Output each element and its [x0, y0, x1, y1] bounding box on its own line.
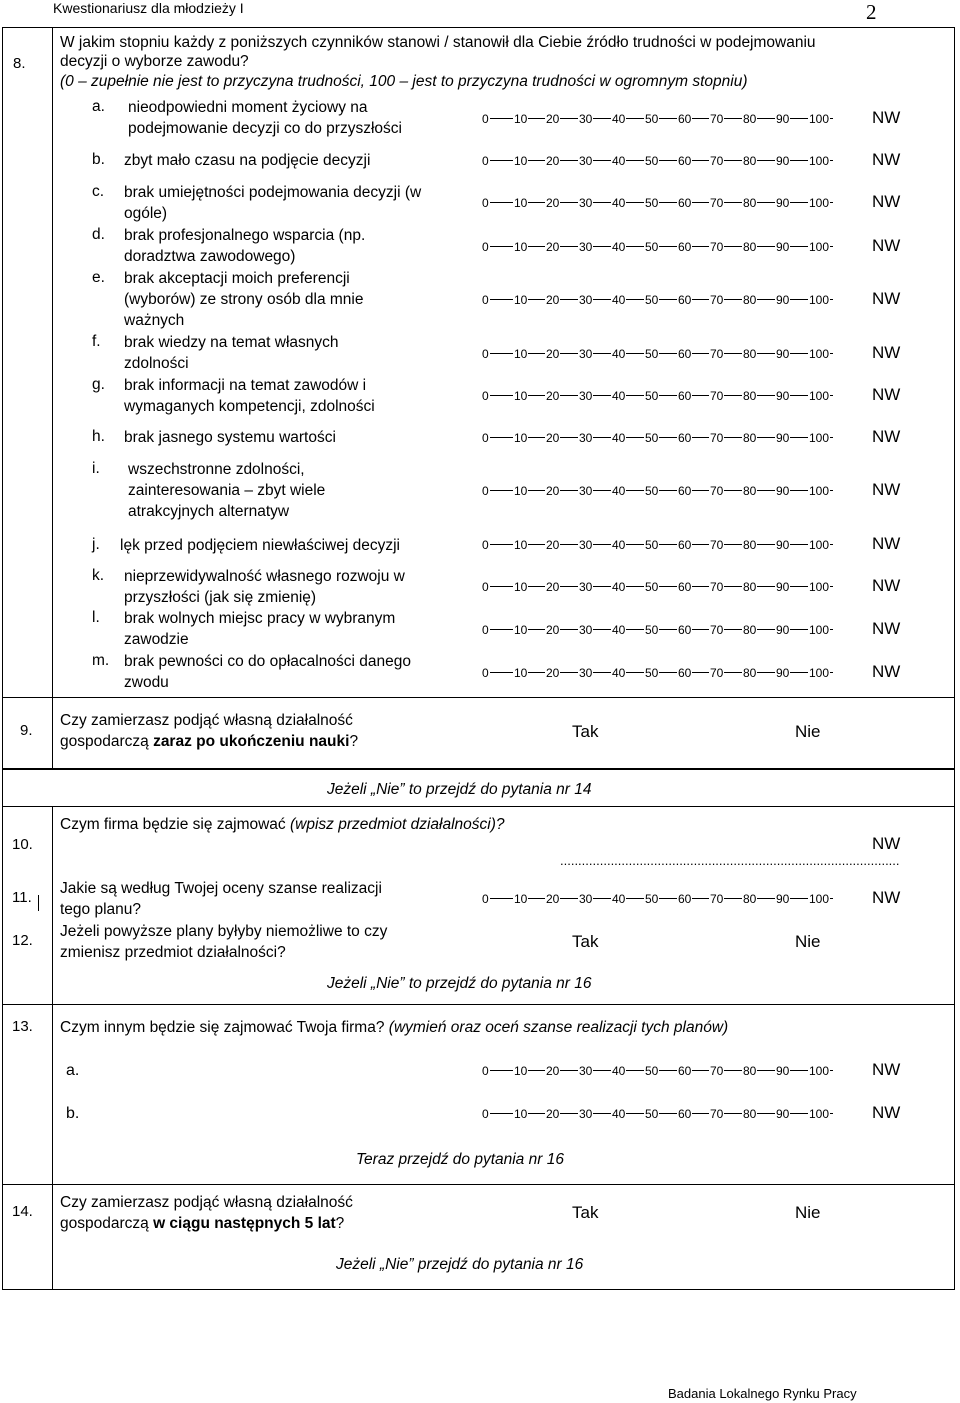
item-text: nieodpowiedni moment życiowy na podejmowanie decyzji co do przyszłości [128, 99, 402, 137]
item-letter: l. [92, 609, 100, 626]
scale-tick[interactable]: 70 [710, 196, 724, 210]
nw-option[interactable]: NW [872, 619, 901, 638]
scale-tick[interactable]: 10 [514, 666, 528, 680]
item-letter: i. [92, 460, 100, 477]
scale-tick[interactable]: 90 [776, 623, 790, 637]
scale-tick[interactable]: 40 [612, 389, 626, 403]
scale-tick[interactable]: 80 [743, 347, 757, 361]
nw-option[interactable]: NW [872, 427, 901, 446]
scale-tick[interactable]: 70 [710, 154, 724, 168]
scale-tick[interactable]: 70 [710, 1064, 724, 1078]
scale-tick[interactable]: 100 [809, 154, 830, 168]
scale-tick[interactable]: 0 [482, 240, 489, 254]
scale-tick[interactable]: 90 [776, 538, 790, 552]
nw-option[interactable]: NW [872, 236, 901, 255]
answer-line[interactable]: .............................................................................................. [560, 853, 900, 868]
rating-scale[interactable] [481, 538, 841, 552]
scale-tick[interactable]: 100 [809, 484, 830, 498]
scale-tick[interactable]: 60 [678, 347, 692, 361]
scale-tick[interactable]: 20 [546, 154, 560, 168]
rating-scale[interactable] [481, 347, 841, 361]
rating-scale[interactable] [481, 580, 841, 594]
scale-tick[interactable]: 100 [809, 666, 830, 680]
item-letter: f. [92, 333, 101, 350]
item-letter: d. [92, 226, 105, 243]
scale-tick[interactable]: 0 [482, 196, 489, 210]
scale-tick[interactable]: 90 [776, 293, 790, 307]
scale-tick[interactable]: 50 [645, 431, 659, 445]
scale-tick[interactable]: 80 [743, 1064, 757, 1078]
option-tak[interactable]: Tak [572, 722, 599, 741]
scale-tick[interactable]: 90 [776, 112, 790, 126]
item-text: brak wiedzy na temat własnych zdolności [124, 334, 339, 372]
scale-tick[interactable]: 20 [546, 892, 560, 906]
scale-tick[interactable]: 60 [678, 484, 692, 498]
scale-tick[interactable]: 10 [514, 1064, 528, 1078]
scale-tick[interactable]: 70 [710, 389, 724, 403]
nw-option[interactable]: NW [872, 108, 901, 127]
rating-scale[interactable] [481, 240, 841, 254]
scale-tick[interactable]: 100 [809, 623, 830, 637]
question-number-10: 10. [12, 836, 33, 853]
nw-option[interactable]: NW [872, 150, 901, 169]
scale-tick[interactable]: 30 [579, 623, 593, 637]
scale-tick[interactable]: 60 [678, 112, 692, 126]
scale-tick[interactable]: 60 [678, 1064, 692, 1078]
scale-tick[interactable]: 40 [612, 112, 626, 126]
scale-tick[interactable]: 40 [612, 484, 626, 498]
scale-tick[interactable]: 30 [579, 431, 593, 445]
question-number-8: 8. [13, 55, 26, 72]
scale-tick[interactable]: 0 [482, 1107, 489, 1121]
scale-tick[interactable]: 100 [809, 538, 830, 552]
rating-scale[interactable] [481, 484, 841, 498]
nw-option[interactable]: NW [872, 289, 901, 308]
scale-tick[interactable]: 80 [743, 623, 757, 637]
skip-note: Jeżeli „Nie” to przejdź do pytania nr 16 [327, 975, 592, 992]
scale-tick[interactable]: 20 [546, 580, 560, 594]
scale-tick[interactable]: 10 [514, 538, 528, 552]
scale-tick[interactable]: 20 [546, 347, 560, 361]
rating-scale[interactable] [481, 293, 841, 307]
scale-tick[interactable]: 80 [743, 293, 757, 307]
scale-tick[interactable]: 10 [514, 196, 528, 210]
q9-text-line1: Czy zamierzasz podjąć własną działalność [60, 712, 353, 729]
scale-tick[interactable]: 0 [482, 112, 489, 126]
scale-tick[interactable]: 20 [546, 1064, 560, 1078]
q11-text-line1: Jakie są według Twojej oceny szanse realizacji [60, 880, 382, 897]
q9-text-line2: gospodarczą zaraz po ukończeniu nauki? [60, 733, 359, 750]
scale-tick[interactable]: 50 [645, 196, 659, 210]
scale-tick[interactable]: 0 [482, 293, 489, 307]
q13-text: Czym innym będzie się zajmować Twoja firma? (wymień oraz oceń szanse realizacji tych planów) [60, 1019, 729, 1036]
scale-tick[interactable]: 40 [612, 538, 626, 552]
rating-scale[interactable] [481, 389, 841, 403]
scale-tick[interactable]: 60 [678, 431, 692, 445]
scale-tick[interactable]: 90 [776, 1107, 790, 1121]
scale-tick[interactable]: 50 [645, 154, 659, 168]
scale-tick[interactable]: 70 [710, 431, 724, 445]
scale-tick[interactable]: 60 [678, 1107, 692, 1121]
scale-tick[interactable]: 70 [710, 484, 724, 498]
q8-text-line1: W jakim stopniu każdy z poniższych czynników stanowi / stanowił dla Ciebie źródło trudności w podejmowaniu [60, 34, 816, 51]
scale-tick[interactable]: 90 [776, 484, 790, 498]
header-title: Kwestionariusz dla młodzieży I [53, 0, 244, 16]
scale-tick[interactable]: 70 [710, 892, 724, 906]
scale-tick[interactable]: 80 [743, 154, 757, 168]
scale-tick[interactable]: 100 [809, 389, 830, 403]
scale-tick[interactable]: 70 [710, 1107, 724, 1121]
option-tak[interactable]: Tak [572, 1203, 599, 1222]
rating-scale[interactable] [481, 1107, 841, 1121]
page-number: 2 [866, 0, 877, 24]
scale-tick[interactable]: 80 [743, 240, 757, 254]
scale-tick[interactable]: 40 [612, 1107, 626, 1121]
option-nie[interactable]: Nie [795, 1203, 821, 1222]
scale-tick[interactable]: 80 [743, 538, 757, 552]
scale-tick[interactable]: 50 [645, 666, 659, 680]
scale-tick[interactable]: 50 [645, 389, 659, 403]
item-text: brak profesjonalnego wsparcia (np. doradztwa zawodowego) [124, 227, 366, 265]
scale-tick[interactable]: 10 [514, 347, 528, 361]
nw-option[interactable]: NW [872, 576, 901, 595]
item-letter: j. [92, 536, 100, 553]
question-number-9: 9. [20, 722, 33, 739]
scale-tick[interactable]: 70 [710, 666, 724, 680]
scale-tick[interactable]: 10 [514, 240, 528, 254]
scale-tick[interactable]: 30 [579, 580, 593, 594]
rating-scale[interactable] [481, 666, 841, 680]
nw-option[interactable]: NW [872, 1103, 901, 1122]
scale-tick[interactable]: 90 [776, 666, 790, 680]
skip-note: Jeżeli „Nie” przejdź do pytania nr 16 [336, 1256, 584, 1273]
q14-text-line2: gospodarczą w ciągu następnych 5 lat? [60, 1215, 345, 1232]
scale-tick[interactable]: 90 [776, 1064, 790, 1078]
scale-tick[interactable]: 90 [776, 389, 790, 403]
scale-tick[interactable]: 60 [678, 196, 692, 210]
scale-tick[interactable]: 100 [809, 347, 830, 361]
scale-tick[interactable]: 0 [482, 347, 489, 361]
nw-option[interactable]: NW [872, 1060, 901, 1079]
scale-tick[interactable]: 90 [776, 431, 790, 445]
item-text: brak jasnego systemu wartości [124, 429, 336, 446]
rating-scale[interactable] [481, 154, 841, 168]
scale-tick[interactable]: 90 [776, 240, 790, 254]
scale-tick[interactable]: 20 [546, 484, 560, 498]
scale-tick[interactable]: 80 [743, 389, 757, 403]
scale-tick[interactable]: 10 [514, 484, 528, 498]
scale-tick[interactable]: 70 [710, 293, 724, 307]
scale-tick[interactable]: 0 [482, 892, 489, 906]
scale-tick[interactable]: 50 [645, 580, 659, 594]
scale-tick[interactable]: 30 [579, 666, 593, 680]
q10-text: Czym firma będzie się zajmować (wpisz przedmiot działalności)? [60, 816, 505, 833]
scale-tick[interactable]: 40 [612, 293, 626, 307]
scale-tick[interactable]: 20 [546, 389, 560, 403]
q12-text-line2: zmienisz przedmiot działalności? [60, 944, 286, 961]
scale-tick[interactable]: 50 [645, 1064, 659, 1078]
scale-tick[interactable]: 100 [809, 1064, 830, 1078]
nw-option[interactable]: NW [872, 192, 901, 211]
question-number-12: 12. [12, 932, 33, 949]
scale-tick[interactable]: 60 [678, 623, 692, 637]
scale-tick[interactable]: 80 [743, 196, 757, 210]
scale-tick[interactable]: 30 [579, 112, 593, 126]
scale-tick[interactable]: 30 [579, 347, 593, 361]
q8-text-line2: decyzji o wyborze zawodu? [60, 53, 249, 70]
scale-tick[interactable]: 0 [482, 538, 489, 552]
scale-tick[interactable]: 30 [579, 196, 593, 210]
scale-tick[interactable]: 70 [710, 112, 724, 126]
option-tak[interactable]: Tak [572, 932, 599, 951]
q13-option-b: b. [66, 1105, 80, 1122]
scale-tick[interactable]: 100 [809, 892, 830, 906]
item-text: brak wolnych miejsc pracy w wybranym zawodzie [124, 610, 396, 648]
scale-tick[interactable]: 50 [645, 538, 659, 552]
scale-tick[interactable]: 50 [645, 112, 659, 126]
scale-tick[interactable]: 20 [546, 240, 560, 254]
scale-tick[interactable]: 10 [514, 293, 528, 307]
scale-tick[interactable]: 70 [710, 623, 724, 637]
q11-text-line2: tego planu? [60, 901, 142, 918]
scale-tick[interactable]: 0 [482, 484, 489, 498]
scale-tick[interactable]: 50 [645, 892, 659, 906]
scale-tick[interactable]: 100 [809, 293, 830, 307]
scale-tick[interactable]: 60 [678, 538, 692, 552]
option-nie[interactable]: Nie [795, 722, 821, 741]
scale-tick[interactable]: 100 [809, 112, 830, 126]
footer-text: Badania Lokalnego Rynku Pracy [668, 1386, 857, 1401]
scale-tick[interactable]: 80 [743, 112, 757, 126]
scale-tick[interactable]: 40 [612, 431, 626, 445]
scale-tick[interactable]: 100 [809, 1107, 830, 1121]
scale-tick[interactable]: 30 [579, 1064, 593, 1078]
nw-option[interactable]: NW [872, 834, 901, 853]
item-letter: h. [92, 428, 105, 445]
scale-tick[interactable]: 50 [645, 347, 659, 361]
scale-tick[interactable]: 40 [612, 580, 626, 594]
scale-tick[interactable]: 70 [710, 347, 724, 361]
scale-tick[interactable]: 100 [809, 580, 830, 594]
scale-tick[interactable]: 100 [809, 240, 830, 254]
nw-option[interactable]: NW [872, 480, 901, 499]
scale-tick[interactable]: 60 [678, 293, 692, 307]
scale-tick[interactable]: 90 [776, 892, 790, 906]
scale-tick[interactable]: 30 [579, 1107, 593, 1121]
scale-tick[interactable]: 50 [645, 240, 659, 254]
scale-tick[interactable]: 20 [546, 196, 560, 210]
item-text: zbyt mało czasu na podjęcie decyzji [124, 152, 371, 169]
scale-tick[interactable]: 20 [546, 623, 560, 637]
scale-tick[interactable]: 20 [546, 666, 560, 680]
rating-scale[interactable] [481, 1064, 841, 1078]
divider-mark [38, 895, 39, 911]
q12-text-line1: Jeżeli powyższe plany byłyby niemożliwe to czy [60, 923, 388, 940]
option-nie[interactable]: Nie [795, 932, 821, 951]
scale-tick[interactable]: 30 [579, 389, 593, 403]
rating-scale[interactable] [481, 112, 841, 126]
scale-tick[interactable]: 40 [612, 196, 626, 210]
rating-scale[interactable] [481, 892, 841, 906]
scale-tick[interactable]: 90 [776, 347, 790, 361]
question-number-13: 13. [12, 1018, 33, 1035]
item-text: brak informacji na temat zawodów i wymaganych kompetencji, zdolności [124, 377, 375, 415]
scale-tick[interactable]: 0 [482, 1064, 489, 1078]
scale-tick[interactable]: 10 [514, 389, 528, 403]
scale-tick[interactable]: 10 [514, 623, 528, 637]
scale-tick[interactable]: 10 [514, 1107, 528, 1121]
scale-tick[interactable]: 0 [482, 666, 489, 680]
nw-option[interactable]: NW [872, 385, 901, 404]
item-text: lęk przed podjęciem niewłaściwej decyzji [120, 537, 400, 554]
scale-tick[interactable]: 0 [482, 154, 489, 168]
scale-tick[interactable]: 80 [743, 892, 757, 906]
scale-tick[interactable]: 60 [678, 154, 692, 168]
nw-option[interactable]: NW [872, 662, 901, 681]
scale-tick[interactable]: 50 [645, 484, 659, 498]
scale-tick[interactable]: 0 [482, 580, 489, 594]
scale-tick[interactable]: 80 [743, 484, 757, 498]
scale-tick[interactable]: 40 [612, 1064, 626, 1078]
item-letter: a. [92, 98, 105, 115]
scale-tick[interactable]: 40 [612, 666, 626, 680]
item-letter: m. [92, 652, 110, 669]
scale-tick[interactable]: 10 [514, 154, 528, 168]
scale-tick[interactable]: 30 [579, 293, 593, 307]
item-text: nieprzewidywalność własnego rozwoju w przyszłości (jak się zmienię) [124, 568, 405, 606]
scale-tick[interactable]: 30 [579, 154, 593, 168]
q13-option-a: a. [66, 1062, 80, 1079]
item-text: brak umiejętności podejmowania decyzji (w ogóle) [124, 184, 422, 222]
scale-tick[interactable]: 0 [482, 623, 489, 637]
scale-tick[interactable]: 10 [514, 112, 528, 126]
item-letter: c. [92, 183, 105, 200]
rating-scale[interactable] [481, 431, 841, 445]
scale-tick[interactable]: 40 [612, 154, 626, 168]
scale-tick[interactable]: 70 [710, 240, 724, 254]
scale-tick[interactable]: 100 [809, 196, 830, 210]
scale-tick[interactable]: 10 [514, 580, 528, 594]
skip-note: Jeżeli „Nie” to przejdź do pytania nr 14 [327, 781, 592, 798]
rating-scale[interactable] [481, 623, 841, 637]
scale-tick[interactable]: 70 [710, 538, 724, 552]
scale-tick[interactable]: 40 [612, 892, 626, 906]
nw-option[interactable]: NW [872, 343, 901, 362]
scale-tick[interactable]: 90 [776, 154, 790, 168]
scale-tick[interactable]: 60 [678, 580, 692, 594]
scale-tick[interactable]: 90 [776, 196, 790, 210]
scale-tick[interactable]: 80 [743, 431, 757, 445]
scale-tick[interactable]: 40 [612, 240, 626, 254]
scale-tick[interactable]: 20 [546, 293, 560, 307]
item-letter: b. [92, 151, 105, 168]
nw-option[interactable]: NW [872, 888, 901, 907]
scale-tick[interactable]: 50 [645, 623, 659, 637]
item-text: brak pewności co do opłacalności danego zwodu [124, 653, 411, 691]
rating-scale[interactable] [481, 196, 841, 210]
q14-text-line1: Czy zamierzasz podjąć własną działalność [60, 1194, 353, 1211]
scale-tick[interactable]: 100 [809, 431, 830, 445]
scale-tick[interactable]: 10 [514, 892, 528, 906]
scale-tick[interactable]: 30 [579, 892, 593, 906]
skip-note: Teraz przejdź do pytania nr 16 [356, 1151, 564, 1168]
scale-tick[interactable]: 40 [612, 623, 626, 637]
scale-tick[interactable]: 0 [482, 431, 489, 445]
scale-tick[interactable]: 20 [546, 431, 560, 445]
scale-tick[interactable]: 20 [546, 538, 560, 552]
scale-tick[interactable]: 90 [776, 580, 790, 594]
scale-tick[interactable]: 80 [743, 580, 757, 594]
item-letter: e. [92, 269, 105, 286]
item-text: brak akceptacji moich preferencji (wyborów) ze strony osób dla mnie ważnych [124, 270, 364, 329]
item-letter: g. [92, 376, 105, 393]
item-text: wszechstronne zdolności, zainteresowania – zbyt wiele atrakcyjnych alternatyw [128, 461, 326, 520]
scale-tick[interactable]: 80 [743, 1107, 757, 1121]
scale-tick[interactable]: 60 [678, 389, 692, 403]
scale-tick[interactable]: 60 [678, 892, 692, 906]
item-letter: k. [92, 567, 105, 584]
nw-option[interactable]: NW [872, 534, 901, 553]
scale-tick[interactable]: 30 [579, 484, 593, 498]
question-number-11: 11. [12, 889, 32, 906]
scale-tick[interactable]: 50 [645, 293, 659, 307]
scale-tick[interactable]: 40 [612, 347, 626, 361]
scale-tick[interactable]: 70 [710, 580, 724, 594]
scale-tick[interactable]: 50 [645, 1107, 659, 1121]
scale-tick[interactable]: 10 [514, 431, 528, 445]
scale-tick[interactable]: 20 [546, 112, 560, 126]
scale-tick[interactable]: 0 [482, 389, 489, 403]
question-number-14: 14. [12, 1203, 33, 1220]
scale-tick[interactable]: 20 [546, 1107, 560, 1121]
scale-tick[interactable]: 60 [678, 240, 692, 254]
scale-tick[interactable]: 30 [579, 538, 593, 552]
scale-tick[interactable]: 30 [579, 240, 593, 254]
q8-instruction: (0 – zupełnie nie jest to przyczyna trudności, 100 – jest to przyczyna trudności w ogromnym stopniu) [60, 73, 748, 90]
scale-tick[interactable]: 60 [678, 666, 692, 680]
scale-tick[interactable]: 80 [743, 666, 757, 680]
